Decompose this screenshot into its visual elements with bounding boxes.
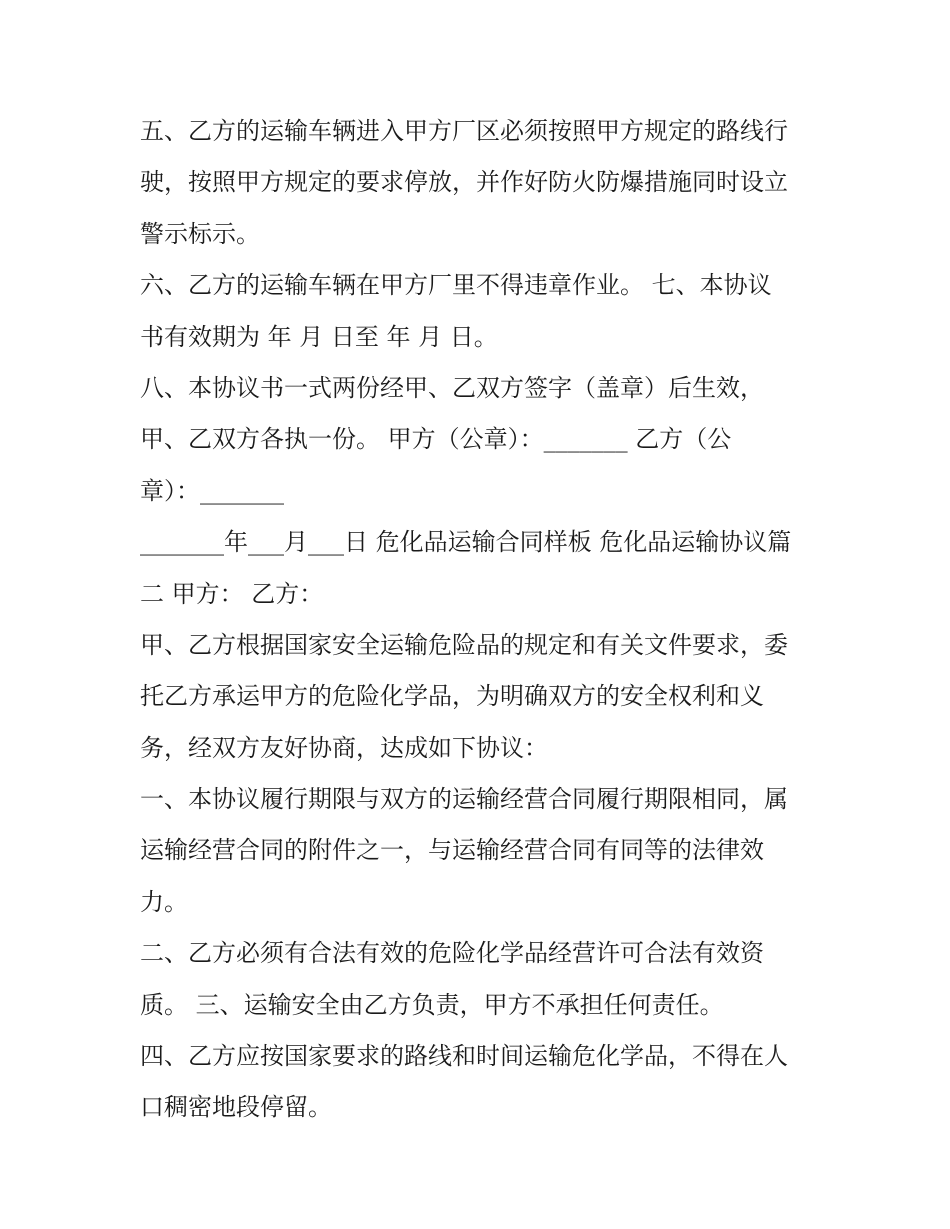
text-line: 六、乙方的运输车辆在甲方厂里不得违章作业。 七、本协议 (140, 271, 772, 300)
text-line: 甲、乙方根据国家安全运输危险品的规定和有关文件要求，委 (140, 630, 788, 659)
text-line: 力。 (140, 887, 188, 916)
text-line: 二、乙方必须有合法有效的危险化学品经营许可合法有效资 (140, 939, 764, 968)
text-line: 警示标示。 (140, 219, 260, 248)
text-line: 一、本协议履行期限与双方的运输经营合同履行期限相同，属 (140, 785, 788, 814)
text-line: _______年___月___日 危化品运输合同样板 危化品运输协议篇 (140, 528, 792, 557)
text-line: 驶，按照甲方规定的要求停放，并作好防火防爆措施同时设立 (140, 168, 788, 197)
text-line: 八、本协议书一式两份经甲、乙双方签字（盖章）后生效， (140, 373, 764, 402)
text-line: 四、乙方应按国家要求的路线和时间运输危化学品，不得在人 (140, 1042, 788, 1071)
text-line: 托乙方承运甲方的危险化学品，为明确双方的安全权利和义 (140, 682, 764, 711)
text-line: 质。 三、运输安全由乙方负责，甲方不承担任何责任。 (140, 990, 724, 1019)
text-line: 书有效期为 年 月 日至 年 月 日。 (140, 322, 498, 351)
text-line: 章）：_______ (140, 476, 284, 505)
text-line: 运输经营合同的附件之一，与运输经营合同有同等的法律效 (140, 836, 764, 865)
text-line: 二 甲方： 乙方： (140, 579, 324, 608)
contract-text (140, 106, 830, 1134)
text-line: 务，经双方友好协商，达成如下协议： (140, 733, 548, 762)
text-line: 口稠密地段停留。 (140, 1093, 332, 1122)
text-line: 五、乙方的运输车辆进入甲方厂区必须按照甲方规定的路线行 (140, 117, 788, 145)
text-line: 甲、乙双方各执一份。 甲方（公章）：_______ 乙方（公 (140, 425, 732, 454)
